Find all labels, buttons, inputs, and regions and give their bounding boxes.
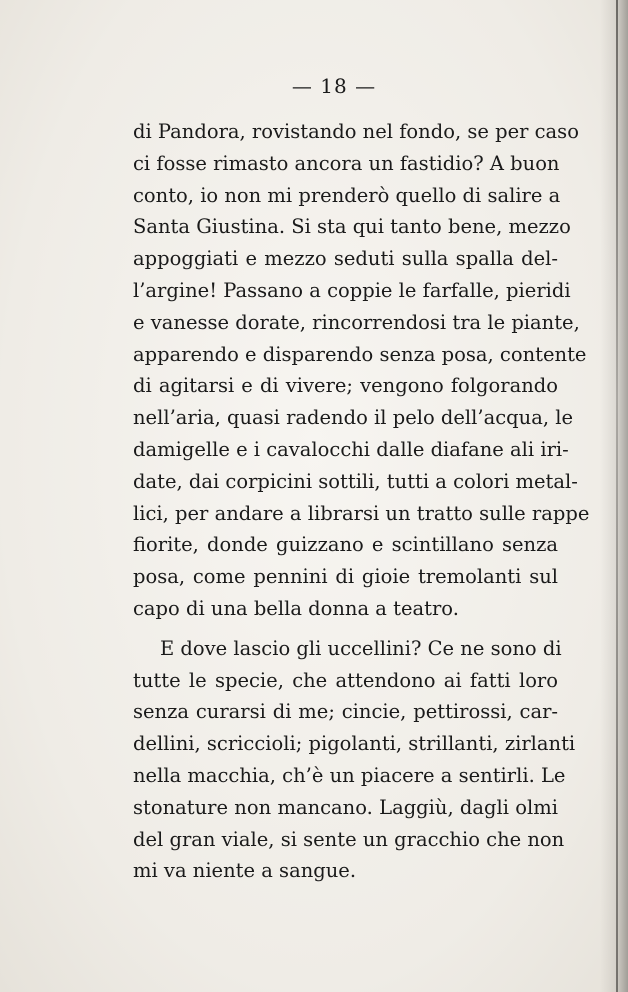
text-line: posa, come pennini di gioie tremolanti sul: [133, 565, 558, 589]
text-line: date, dai corpicini sottili, tutti a colori metal-: [133, 469, 578, 493]
text-line: damigelle e i cavalocchi dalle diafane ali iri-: [133, 437, 569, 461]
text-line: ci fosse rimasto ancora un fastidio? A buon: [133, 151, 560, 175]
text-line: E dove lascio gli uccellini? Ce ne sono di: [160, 636, 562, 660]
page-number: — 18 —: [291, 74, 377, 98]
paragraph-gap: [133, 625, 558, 633]
page-edge-shadow: [600, 0, 628, 992]
text-line: di agitarsi e di vivere; vengono folgorando: [133, 374, 558, 398]
text-line: mi va niente a sangue.: [133, 859, 357, 883]
text-line: Santa Giustina. Si sta qui tanto bene, mezzo: [133, 215, 571, 239]
text-line: fiorite, donde guizzano e scintillano senza: [133, 533, 558, 557]
text-line: apparendo e disparendo senza posa, contente: [133, 342, 587, 366]
text-line: stonature non mancano. Laggiù, dagli olmi: [133, 795, 558, 819]
text-line: e vanesse dorate, rincorrendosi tra le piante,: [133, 310, 580, 334]
text-line: lici, per andare a librarsi un tratto sulle rappe: [133, 501, 590, 525]
paragraph-2: [133, 633, 576, 887]
text-line: nella macchia, ch’è un piacere a sentirli. Le: [133, 763, 566, 787]
body-text: [133, 116, 590, 887]
text-line: capo di una bella donna a teatro.: [133, 596, 459, 620]
text-line: conto, io non mi prenderò quello di salire a: [133, 183, 561, 207]
text-line: nell’aria, quasi radendo il pelo dell’acqua, le: [133, 406, 573, 430]
text-line: del gran viale, si sente un gracchio che non: [133, 827, 565, 851]
text-line: tutte le specie, che attendono ai fatti loro: [133, 668, 558, 692]
text-line: senza curarsi di me; cincie, pettirossi, car-: [133, 700, 558, 724]
text-line: l’argine! Passano a coppie le farfalle, pieridi: [133, 278, 571, 302]
text-line: appoggiati e mezzo seduti sulla spalla del-: [133, 247, 558, 271]
page-edge-line: [616, 0, 618, 992]
text-line: di Pandora, rovistando nel fondo, se per caso: [133, 120, 579, 143]
paragraph-1: [133, 116, 590, 625]
text-line: dellini, scriccioli; pigolanti, strillanti, zirlanti: [133, 732, 576, 756]
